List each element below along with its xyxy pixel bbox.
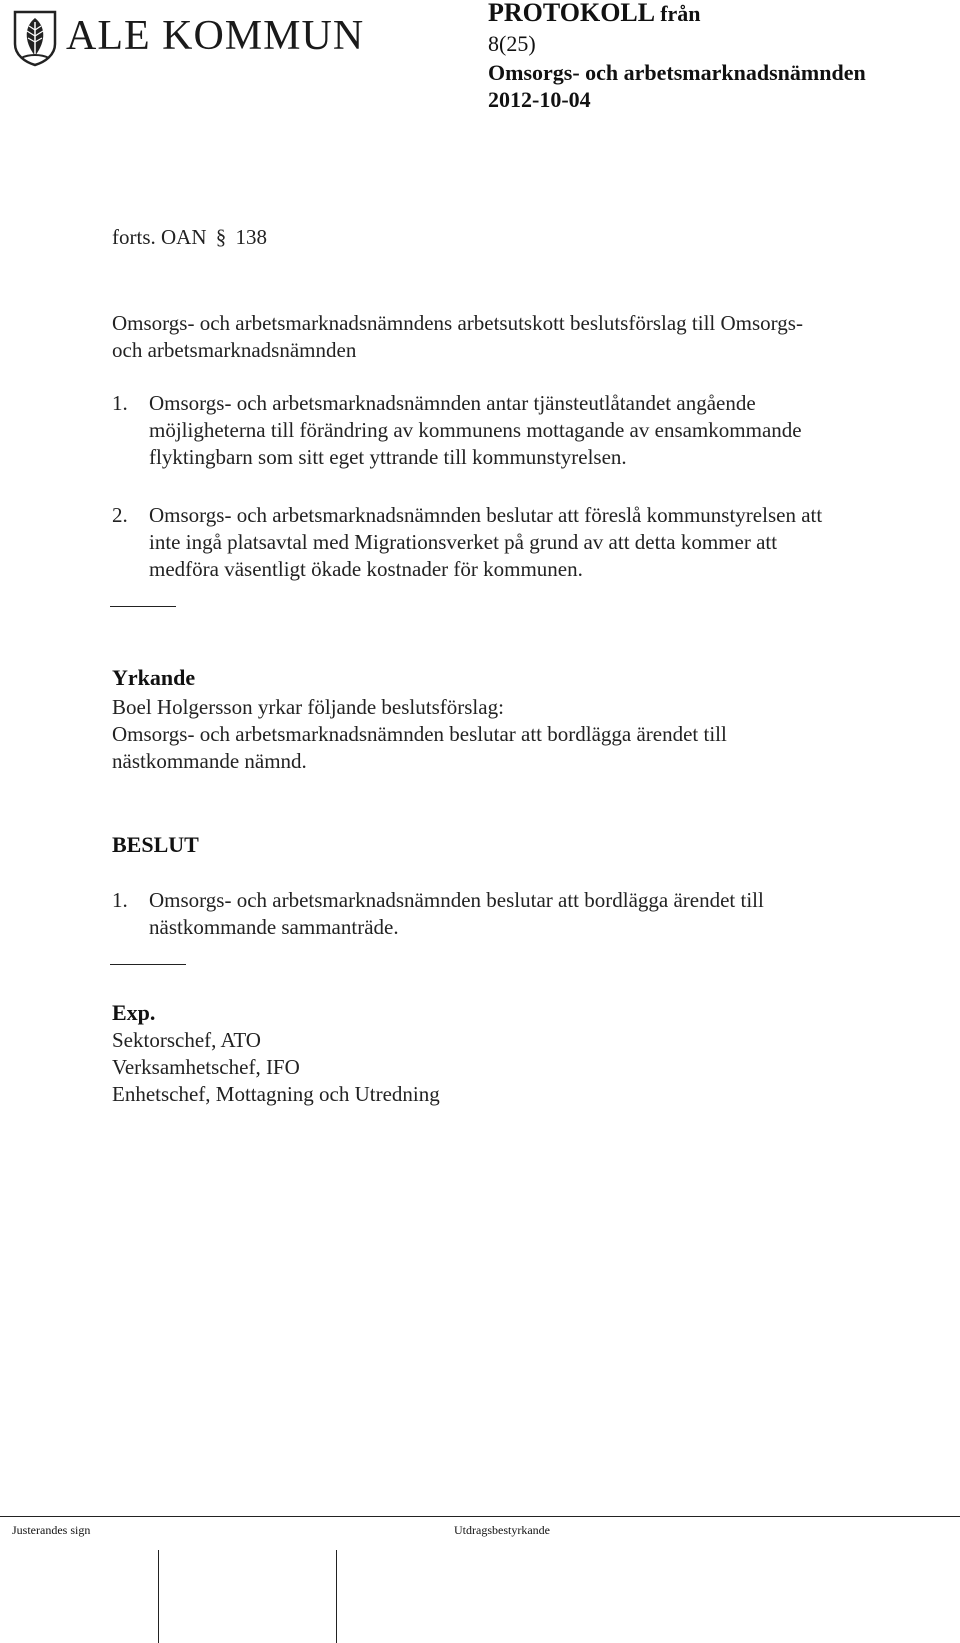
item-line: nästkommande sammanträde. bbox=[149, 915, 399, 939]
yrkande-line: nästkommande nämnd. bbox=[112, 749, 307, 773]
section-divider bbox=[110, 606, 176, 607]
proposal-item bbox=[112, 390, 802, 471]
signature-box-divider bbox=[158, 1550, 159, 1643]
item-line: Omsorgs- och arbetsmarknadsnämnden beslutar att föreslå kommunstyrelsen att bbox=[149, 503, 823, 527]
item-line: Omsorgs- och arbetsmarknadsnämnden antar tjänsteutlåtandet angående bbox=[149, 391, 756, 415]
proposal-intro-line: Omsorgs- och arbetsmarknadsnämndens arbetsutskott beslutsförslag till Omsorgs- bbox=[112, 311, 803, 335]
footer-rule bbox=[0, 1516, 960, 1517]
beslut-heading: BESLUT bbox=[112, 832, 199, 857]
page-number: 8(25) bbox=[488, 31, 536, 56]
section-reference bbox=[112, 224, 267, 251]
item-line: Omsorgs- och arbetsmarknadsnämnden beslutar att bordlägga ärendet till bbox=[149, 888, 764, 912]
document-type bbox=[488, 0, 701, 28]
item-line: flyktingbarn som sitt eget yttrande till kommunstyrelsen. bbox=[149, 445, 627, 469]
document-type-label: PROTOKOLL bbox=[488, 0, 654, 27]
item-number: 2. bbox=[112, 503, 128, 527]
justerandes-sign-label: Justerandes sign bbox=[12, 1523, 91, 1537]
recipient: Enhetschef, Mottagning och Utredning bbox=[112, 1082, 440, 1106]
item-number: 1. bbox=[112, 888, 128, 912]
item-line: inte ingå platsavtal med Migrationsverket på grund av att detta kommer att bbox=[149, 530, 778, 554]
item-line: möjligheterna till förändring av kommunens mottagande av ensamkommande bbox=[149, 418, 802, 442]
exp-heading: Exp. bbox=[112, 1000, 156, 1025]
proposal-intro bbox=[112, 310, 803, 364]
proposal-item bbox=[112, 502, 822, 583]
recipient: Sektorschef, ATO bbox=[112, 1028, 261, 1052]
yrkande-line: Boel Holgersson yrkar följande beslutsförslag: bbox=[112, 695, 504, 719]
item-line: medföra väsentligt ökade kostnader för kommunen. bbox=[149, 557, 583, 581]
document-type-suffix: från bbox=[660, 1, 701, 26]
committee-name: Omsorgs- och arbetsmarknadsnämnden bbox=[488, 60, 866, 85]
yrkande-heading: Yrkande bbox=[112, 665, 196, 690]
utdragsbestyrkande-label: Utdragsbestyrkande bbox=[454, 1523, 550, 1537]
section-divider bbox=[110, 964, 186, 965]
beslut-item bbox=[112, 887, 764, 941]
section-number: 138 bbox=[235, 225, 267, 249]
section-lead: forts. OAN bbox=[112, 225, 207, 249]
yrkande-text bbox=[112, 694, 727, 775]
paragraph-symbol: § bbox=[215, 225, 227, 249]
yrkande-line: Omsorgs- och arbetsmarknadsnämnden beslutar att bordlägga ärendet till bbox=[112, 722, 727, 746]
signature-box-divider bbox=[336, 1550, 337, 1643]
recipient: Verksamhetschef, IFO bbox=[112, 1055, 300, 1079]
item-number: 1. bbox=[112, 391, 128, 415]
logo-wordmark: ALE KOMMUN bbox=[66, 13, 365, 59]
exp-recipients bbox=[112, 1027, 440, 1108]
leaf-shield-icon bbox=[11, 10, 59, 67]
meeting-date: 2012-10-04 bbox=[488, 87, 591, 112]
proposal-intro-line: och arbetsmarknadsnämnden bbox=[112, 338, 357, 362]
